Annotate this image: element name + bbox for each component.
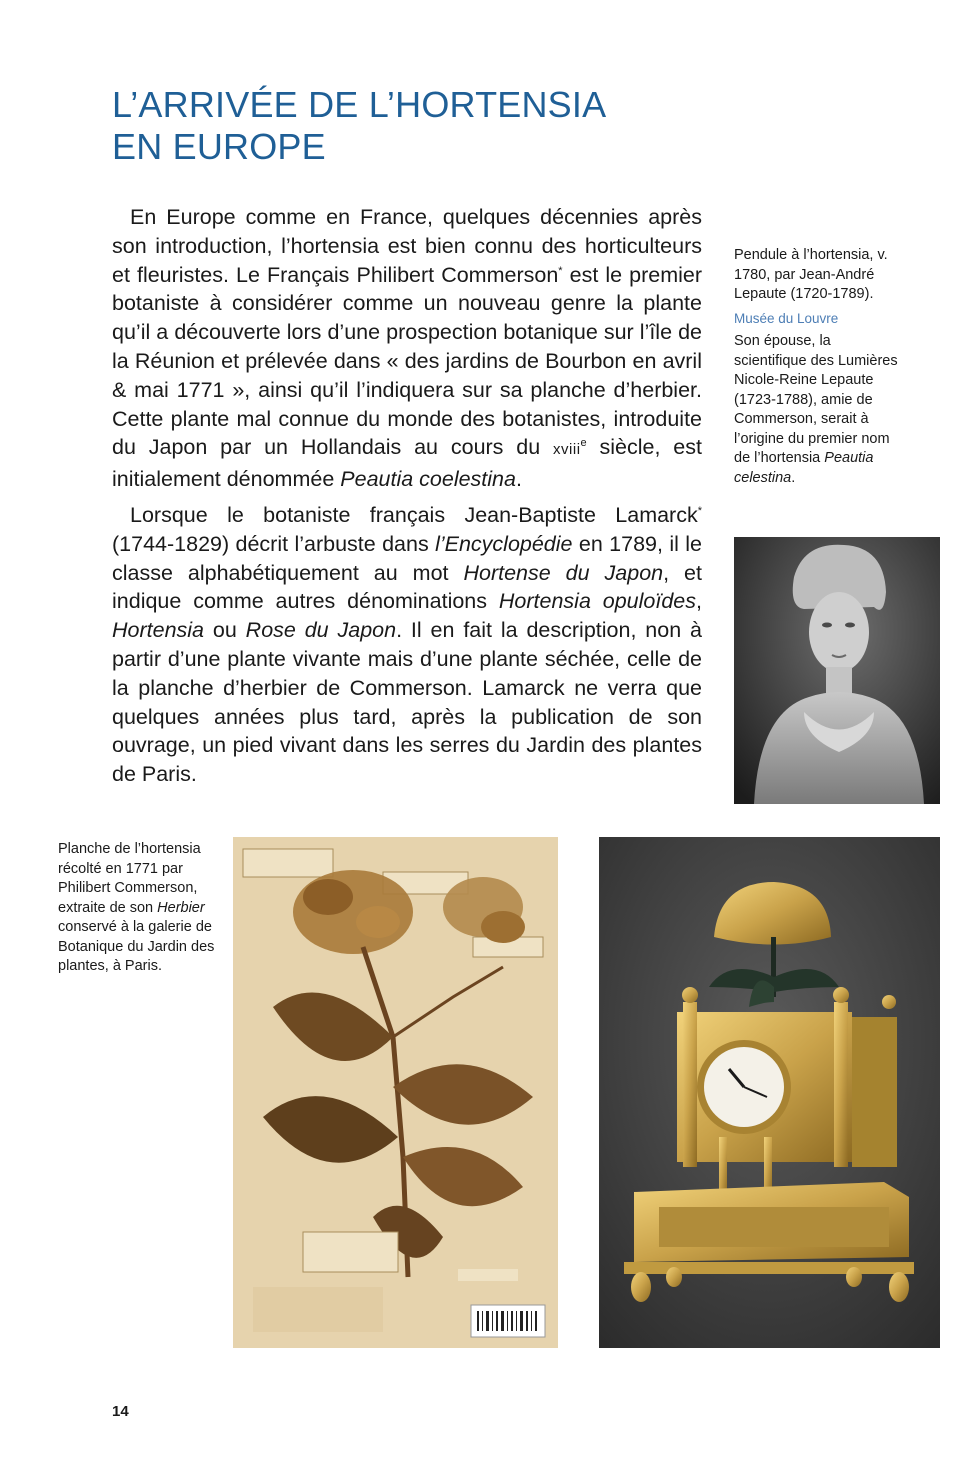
p1-text-b: est le premier botaniste à considérer comme un nouveau genre la plante qu’il a découverte lors d’une prospection botanique sur l’île de la Réunion et prélevée dans « des jardins de Bourbon en avril & mai 1771 », ainsi qu’il l’indiquera sur sa planche d’herbier. Cette plante mal connue du monde des botanistes, introduite du Japon par un Hollandais au cours du	[112, 262, 702, 460]
herbier-caption	[58, 840, 228, 977]
p2-text-b: (1744-1829) décrit l’arbuste dans	[112, 531, 436, 556]
hortensia-name: Hortensia	[112, 618, 205, 643]
century-numeral: xviii	[553, 441, 581, 459]
glossary-asterisk: *	[558, 264, 563, 277]
paragraph-1	[112, 203, 702, 494]
p1-text-a: En Europe comme en France, quelques décennies après son introduction, l’hortensia est bien connu des horticulteurs et fleuristes. Le Français Philibert Commerson	[112, 205, 702, 287]
glossary-asterisk: *	[697, 504, 702, 517]
portrait-caption-text	[734, 332, 904, 488]
paragraph-2	[112, 501, 702, 789]
p2-text-e: ,	[696, 589, 702, 614]
museum-credit: Musée du Louvre	[734, 310, 839, 326]
title-line-2: EN EUROPE	[112, 126, 326, 167]
p2-text-d: , et indique comme autres dénominations	[112, 560, 702, 614]
hortensia-opuloides: Hortensia opuloïdes	[498, 589, 697, 614]
p2-text-a: Lorsque le botaniste français Jean-Baptiste Lamarck	[130, 502, 698, 527]
hortense-du-japon: Hortense du Japon	[463, 560, 664, 585]
portrait-image	[734, 537, 940, 804]
herbier-title: Herbier	[157, 899, 205, 916]
herbier-caption-a: Planche de l’hortensia récolté en 1771 par Philibert Commerson, extraite de son	[58, 841, 201, 916]
century-superscript: e	[580, 437, 587, 450]
p2-text-c: en 1789, il le classe alphabétiquement au mot	[112, 531, 702, 585]
main-text	[112, 203, 702, 789]
rose-du-japon: Rose du Japon	[245, 618, 397, 643]
species-name: Peautia coelestina	[340, 467, 516, 492]
p1-text-c: siècle, est initialement dénommée	[112, 435, 702, 492]
herbier-caption-b: conservé à la galerie de Botanique du Jardin des plantes, à Paris.	[58, 919, 215, 974]
p2-text-f: ou	[204, 618, 246, 643]
peautia-celestina: Peautia celestina	[734, 450, 874, 486]
portrait-caption-end: .	[791, 469, 796, 486]
p2-text-g: . Il en fait la description, non à partir d’une plante vivante mais d’une plante séchée, celle de la planche d’herbier de Commerson. Lamarck ne verra que quelques années plus tard, après la publication de son ouvrage, un pied vivant dans les serres du Jardin des plantes de Paris.	[112, 618, 702, 787]
portrait-caption-a: Son épouse, la scientifique des Lumières Nicole-Reine Lepaute (1723-1788), amie de Commerson, serait à l’origine du premier nom de l’hortensia	[734, 333, 898, 466]
page-title	[112, 84, 712, 168]
page-number: 14	[112, 1403, 129, 1420]
clock-caption: Pendule à l’hortensia, v. 1780, par Jean-André Lepaute (1720-1789).	[734, 247, 888, 302]
clock-image	[599, 837, 940, 1348]
portrait-caption	[734, 246, 904, 488]
herbier-image	[233, 837, 558, 1348]
p1-end: .	[515, 467, 522, 492]
encyclopedie-title: l’Encyclopédie	[435, 531, 573, 556]
title-line-1: L’ARRIVÉE DE L’HORTENSIA	[112, 84, 607, 125]
